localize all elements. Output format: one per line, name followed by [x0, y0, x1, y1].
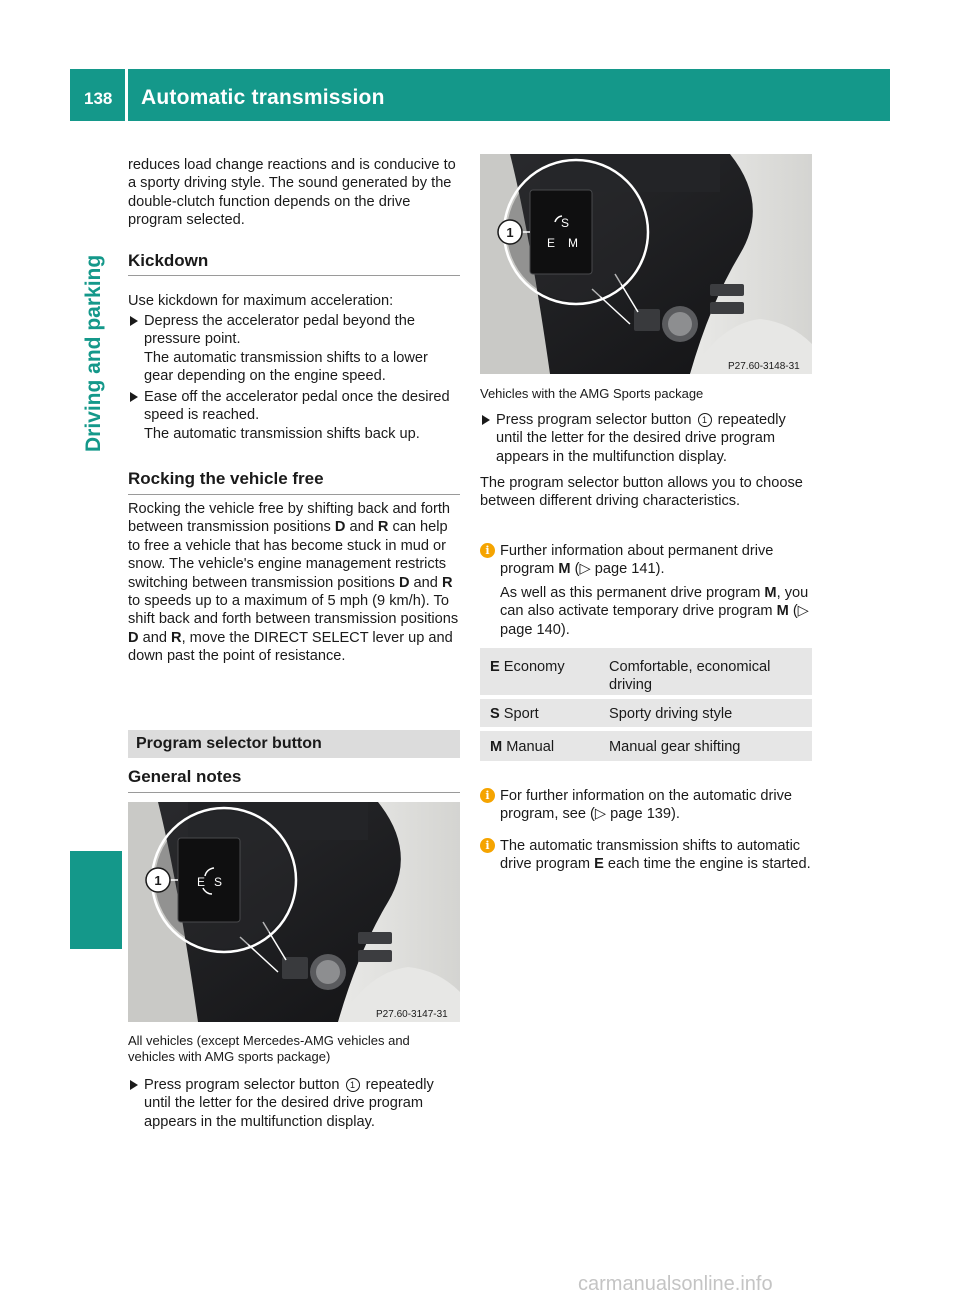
photo-letter-e: E: [547, 236, 556, 250]
program-name: Manual: [506, 739, 555, 755]
callout-number-icon: 1: [346, 1078, 360, 1092]
table-row: [480, 699, 812, 727]
photo-reference-code: P27.60-3148-31: [728, 361, 800, 372]
header-separator: [125, 69, 128, 121]
step-result: The automatic transmission shifts back up.: [144, 425, 420, 442]
photo-program-selector-amg: [480, 154, 812, 374]
bullet-arrow-icon: [130, 392, 138, 402]
step-result: The automatic transmission shifts to a lower gear depending on the engine speed.: [144, 349, 428, 385]
intro-paragraph: reduces load change reactions and is conducive to a sporty driving style. The sound generated by the double-clutch function depends on the drive program selected.: [128, 157, 456, 229]
bullet-arrow-icon: [130, 316, 138, 326]
side-tab-gap: [70, 121, 122, 851]
photo-caption: All vehicles (except Mercedes-AMG vehicles and vehicles with AMG sports package): [128, 1033, 410, 1064]
position-letter: D: [334, 519, 346, 536]
bullet-arrow-icon: [482, 415, 490, 425]
page-title: Automatic transmission: [141, 86, 385, 109]
program-cell: [490, 658, 565, 676]
text-run: Further information about permanent drive program: [500, 543, 774, 578]
rocking-rule: [128, 494, 460, 495]
table-row: [480, 648, 812, 695]
text-run: As well as this permanent drive program: [500, 584, 765, 601]
photo-letter-s: S: [214, 875, 223, 889]
text-run: Press program selector button: [496, 412, 696, 428]
program-letter: M: [776, 603, 789, 620]
step-text: [496, 411, 812, 466]
text-run: can help to free a vehicle that has become stuck in mud or snow. The vehicle's engine management restricts switching between transmission positions: [128, 519, 448, 591]
program-letter: M: [558, 561, 571, 578]
photo-illustration: [480, 154, 812, 374]
text-run: , you can also activate temporary drive program: [500, 584, 809, 620]
program-letter: E: [490, 659, 500, 675]
program-description: Manual gear shifting: [609, 739, 741, 755]
watermark: carmanualsonline.info: [578, 1273, 773, 1295]
selector-step: [480, 411, 812, 466]
kickdown-step-2: [128, 388, 460, 443]
step-text: [144, 1076, 460, 1131]
kickdown-rule: [128, 275, 460, 276]
info-note-3: [480, 837, 812, 874]
program-description: Comfortable, economical driving: [609, 659, 771, 694]
text-run: repeatedly until the letter for the desired drive program appears in the multifunction display.: [144, 1077, 434, 1130]
program-letter: M: [764, 584, 777, 601]
position-letter: R: [377, 519, 389, 536]
table-row: [480, 731, 812, 761]
program-letter: M: [490, 739, 503, 755]
rocking-heading: Rocking the vehicle free: [128, 469, 324, 488]
text-run: Rocking the vehicle free by shifting back and forth between transmission positions: [128, 501, 451, 536]
photo-letter-s: S: [561, 216, 570, 230]
text-run: repeatedly until the letter for the desired drive program appears in the multifunction display.: [496, 412, 786, 465]
info-text: For further information on the automatic drive program, see (▷ page 139).: [500, 788, 793, 823]
info-icon: i: [480, 788, 495, 803]
general-notes-rule: [128, 792, 460, 793]
callout-number: 1: [506, 225, 514, 240]
photo-letter-e: E: [197, 875, 206, 889]
kickdown-intro: Use kickdown for maximum acceleration:: [128, 293, 394, 309]
info-note-1: [480, 542, 812, 639]
photo-illustration: [128, 802, 460, 1022]
selector-step: [128, 1076, 460, 1131]
page-reference: (▷ page 141).: [570, 561, 665, 578]
position-letter: D: [128, 629, 139, 646]
position-letter: D: [398, 574, 410, 591]
program-letter: S: [490, 706, 500, 722]
program-description: Sporty driving style: [609, 706, 733, 722]
text-run: The automatic transmission shifts to automatic drive program: [500, 838, 801, 873]
program-letter: E: [594, 856, 604, 873]
info-icon: i: [480, 543, 495, 558]
photo-caption: Vehicles with the AMG Sports package: [480, 386, 704, 401]
photo-letter-m: M: [568, 236, 578, 250]
info-text: [500, 837, 812, 874]
text-run: to speeds up to a maximum of 5 mph (9 km/h). To shift back and forth between transmission positions: [128, 593, 459, 628]
bullet-arrow-icon: [130, 1080, 138, 1090]
program-name: Sport: [503, 706, 539, 722]
info-note-2: [480, 787, 812, 824]
program-cell: [490, 705, 539, 723]
photo-program-selector: [128, 802, 460, 1022]
kickdown-heading: Kickdown: [128, 251, 209, 270]
callout-number-icon: 1: [698, 413, 712, 427]
position-letter: R: [171, 629, 182, 646]
rocking-paragraph: [128, 500, 460, 666]
general-notes-heading: General notes: [128, 767, 242, 786]
kickdown-step-1: [128, 312, 460, 386]
text-run: Press program selector button: [144, 1077, 344, 1093]
info-line: [500, 584, 812, 639]
page-reference: (▷ page 140).: [500, 603, 809, 638]
text-run: , move the DIRECT SELECT lever up and down past the point of resistance.: [128, 629, 453, 665]
section-heading-box: [128, 730, 460, 758]
text-run: and: [138, 629, 172, 646]
side-tab-label: Driving and parking: [82, 254, 105, 452]
section-heading: Program selector button: [136, 735, 322, 752]
info-icon: i: [480, 838, 495, 853]
text-run: each time the engine is started.: [603, 856, 811, 873]
photo-reference-code: P27.60-3147-31: [376, 1009, 448, 1020]
selector-paragraph: The program selector button allows you to choose between different driving characteristics.: [480, 475, 803, 510]
page-number: 138: [84, 89, 113, 108]
program-cell: [490, 738, 554, 756]
step-action: Ease off the accelerator pedal once the desired speed is reached.: [144, 389, 450, 424]
program-name: Economy: [503, 659, 565, 675]
text-run: and: [409, 574, 442, 591]
info-line: [500, 542, 812, 579]
position-letter: R: [441, 574, 453, 591]
text-run: and: [345, 519, 378, 536]
callout-number: 1: [154, 873, 162, 888]
step-action: Depress the accelerator pedal beyond the pressure point.: [144, 313, 415, 348]
